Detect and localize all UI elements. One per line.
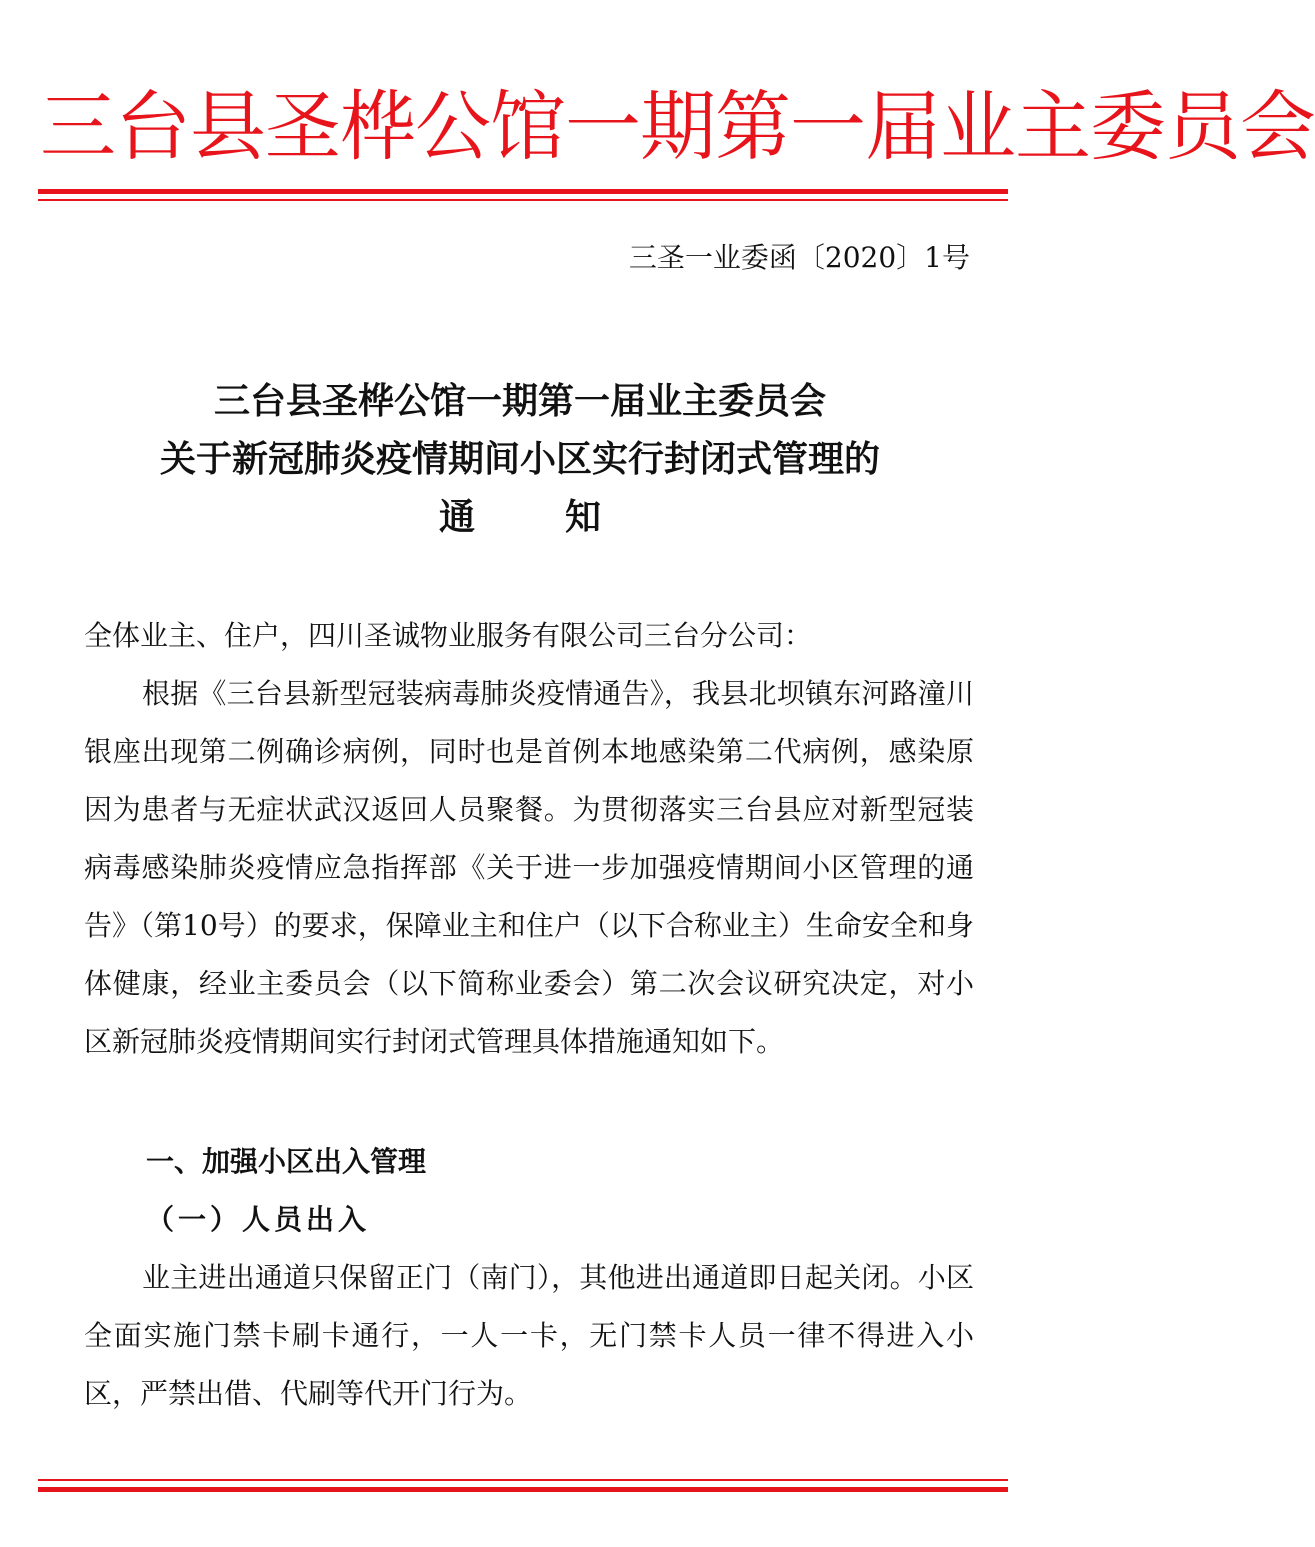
document-title-line3: 通知 — [438, 496, 691, 538]
footer-rule-thick — [38, 1487, 1008, 1492]
document-number: 三圣一业委函〔2020〕1号 — [628, 241, 970, 274]
body-paragraph-personnel: 业主进出通道只保留正门（南门），其他进出通道即日起关闭。小区全面实施门禁卡刷卡通行，一人一卡，无门禁卡人员一律不得进入小区，严禁出借、代刷等代开门行为。 — [84, 1261, 974, 1410]
document-title-line2: 关于新冠肺炎疫情期间小区实行封闭式管理的 — [159, 438, 880, 480]
body-paragraph-intro: 根据《三台县新型冠装病毒肺炎疫情通告》，我县北坝镇东河路潼川银座出现第二例确诊病例，同时也是首例本地感染第二代病例，感染原因为患者与无症状武汉返回人员聚餐。为贯彻落实三台县应对新型冠装病毒感染肺炎疫情应急指挥部《关于进一步加强疫情期间小区管理的通告》（第10号）的要求，保障业主和住户（以下合称业主）生命安全和身体健康，经业主委员会（以下简称业委会）第二次会议研究决定，对小区新冠肺炎疫情期间实行封闭式管理具体措施通知如下。 — [84, 677, 974, 1058]
footer-rule-thin — [38, 1479, 1008, 1481]
masthead-title: 三台县圣桦公馆一期第一届业主委员会 — [40, 82, 1315, 171]
masthead-rule-thick — [38, 189, 1008, 194]
salutation: 全体业主、住户，四川圣诚物业服务有限公司三台分公司： — [84, 619, 813, 652]
section-heading: 一、加强小区出入管理 — [146, 1145, 427, 1178]
document-title-line1: 三台县圣桦公馆一期第一届业主委员会 — [213, 380, 826, 422]
masthead-rule-thin — [38, 199, 1008, 201]
subsection-heading: （一）人员出入 — [146, 1203, 371, 1236]
